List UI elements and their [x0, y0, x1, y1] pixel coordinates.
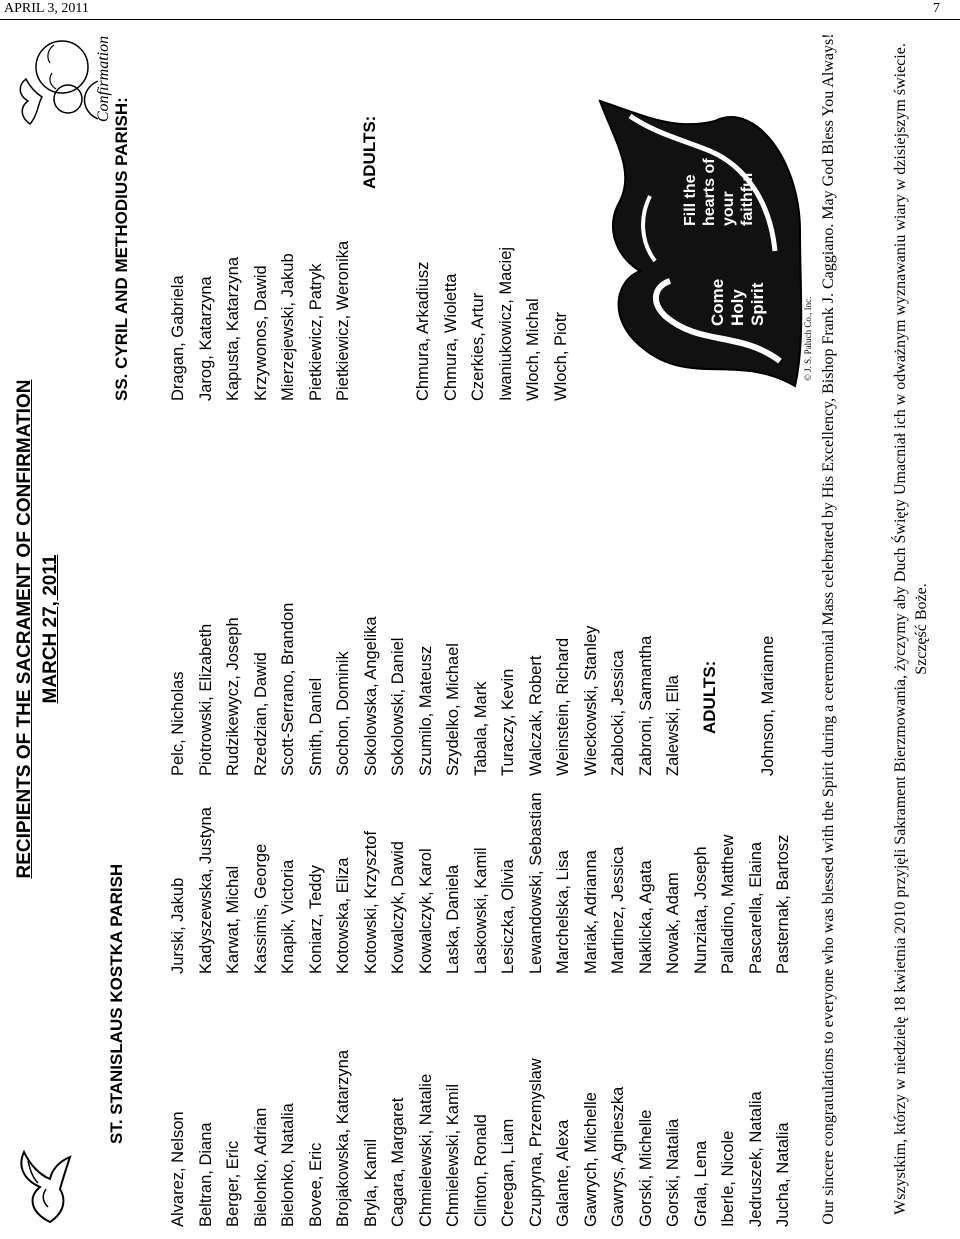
- recipient-name: Chmielewski, Natalie: [416, 1073, 435, 1227]
- recipient-name: Turaczy, Kevin: [499, 668, 517, 776]
- holy-spirit-flame-icon: [595, 71, 815, 401]
- recipient-name: Palladino, Matthew: [719, 834, 737, 974]
- confirmation-caption: Confirmation: [95, 35, 112, 123]
- recipient-name: Szydelko, Michael: [444, 643, 462, 776]
- recipient-name: Nowak, Adam: [664, 872, 682, 974]
- recipient-name: Scott-Serrano, Brandon: [279, 602, 297, 776]
- recipient-name: Knapik, Victoria: [279, 859, 297, 974]
- recipient-name: Kassimis, George: [251, 843, 270, 974]
- recipient-name: Jedruszek, Natalia: [746, 1091, 765, 1227]
- recipient-name: Kowalczyk, Karol: [416, 848, 435, 974]
- recipient-name: Pelc, Nicholas: [169, 671, 187, 776]
- recipient-name: Mariak, Adrianna: [581, 850, 600, 974]
- recipient-name: Pietkiewicz, Weronika: [334, 240, 352, 401]
- recipient-name: Smith, Daniel: [306, 677, 325, 776]
- recipient-name: Krzywonos, Dawid: [251, 265, 270, 401]
- recipient-name: Zabroni, Samantha: [636, 635, 655, 776]
- recipient-name: Gawrych, Michelle: [581, 1092, 600, 1227]
- recipient-name: Czupryna, Przemyslaw: [526, 1058, 545, 1227]
- english-congratulations: Our sincere congratulations to everyone who was blessed with the Spirit during a ceremonial Mass celebrated by His Excellency, Bishop Frank J. Caggiano. May God Bless You Always!: [820, 33, 837, 1225]
- ss-cyril-heading: SS. CYRIL AND METHODIUS PARISH:: [112, 97, 131, 401]
- polish-congratulations: Wszystkim, którzy w niedzielę 18 kwietnia 2010 przyjęli Sakrament Bierzmowania, życzymy aby Duch Święty Umacniał ich w odważnym wyznawaniu wiary w dzisiejszym świecie. Szczęść Boże.: [892, 43, 930, 1215]
- recipient-name: Szumilo, Mateusz: [416, 645, 435, 776]
- recipient-name: Jucha, Natalia: [774, 1122, 792, 1227]
- confirmation-illustration-icon: [10, 24, 110, 129]
- flame-text-spirit: Spirit: [748, 282, 767, 326]
- recipient-name: Grala, Lena: [691, 1140, 710, 1227]
- recipient-name: Chmielewski, Kamil: [444, 1083, 462, 1227]
- recipient-name: Pascarella, Elaina: [746, 841, 765, 974]
- recipient-name: Brojakowska, Katarzyna: [334, 1050, 352, 1227]
- adult-recipient-name: Chmura, Wioletta: [441, 273, 460, 401]
- st-stanislaus-heading: ST. STANISLAUS KOSTKA PARISH: [107, 863, 126, 1144]
- recipient-name: Bielonko, Adrian: [251, 1107, 270, 1227]
- recipient-name: Galante, Alexa: [554, 1119, 572, 1227]
- recipient-name: Beltran, Diana: [196, 1122, 215, 1227]
- flame-text-hearts-of: hearts of: [701, 158, 718, 226]
- recipient-name: Walczak, Robert: [526, 655, 545, 776]
- recipient-name: Tabala, Mark: [471, 681, 490, 776]
- recipient-name: Jurski, Jakub: [169, 877, 187, 974]
- recipient-name: Weinstein, Richard: [554, 637, 572, 776]
- recipient-name: Bovee, Eric: [306, 1142, 325, 1227]
- st-stanislaus-adults-heading: ADULTS:: [700, 660, 719, 734]
- adult-recipient-name: Wloch, Piotr: [551, 312, 570, 401]
- st-stanislaus-adults-list: [755, 636, 783, 776]
- recipient-name: Kadyszewska, Justyna: [196, 807, 215, 974]
- recipient-name: Kotowska, Eliza: [334, 857, 352, 974]
- recipient-name: Cagara, Margaret: [389, 1097, 407, 1227]
- recipient-name: Pasternak, Bartosz: [774, 834, 792, 974]
- copyright-notice: © J. S. Paluch Co., Inc.: [803, 296, 813, 381]
- rotated-content: [0, 19, 960, 1239]
- flame-text-fill-the: Fill the: [682, 174, 699, 226]
- recipient-name: Sokolowska, Angelika: [361, 616, 380, 776]
- recipient-name: Berger, Eric: [224, 1140, 242, 1227]
- recipient-name: Lesiczka, Olivia: [499, 859, 517, 974]
- recipient-name: Naklicka, Agata: [636, 860, 655, 974]
- recipient-name: Zalewski, Ella: [664, 675, 682, 776]
- recipient-name: Martinez, Jessica: [609, 846, 627, 974]
- recipient-name: Kotowski, Krzysztof: [361, 830, 380, 974]
- recipient-name: Rudzikewycz, Joseph: [224, 617, 242, 776]
- flame-text-your: your: [720, 191, 737, 226]
- flame-text-faithful: faithful: [739, 172, 756, 226]
- adult-recipient-name: Johnson, Marianne: [759, 635, 777, 776]
- recipient-name: Karwat, Michal: [224, 865, 242, 974]
- flame-text-holy: Holy: [728, 289, 747, 326]
- page-title: RECIPIENTS OF THE SACRAMENT OF CONFIRMATION: [14, 379, 35, 879]
- recipient-name: Gorski, Natalia: [664, 1118, 682, 1227]
- recipient-name: Laska, Daniela: [444, 864, 462, 974]
- page-header: [0, 0, 960, 20]
- recipient-name: Kapusta, Katarzyna: [224, 256, 242, 401]
- st-stanislaus-column-3: [165, 603, 688, 776]
- ss-cyril-list: [165, 241, 358, 401]
- recipient-name: Jarog, Katarzyna: [196, 276, 215, 401]
- st-stanislaus-column-2: [165, 792, 798, 974]
- recipient-name: Sochon, Dominik: [334, 651, 352, 776]
- recipient-name: Iberle, Nicole: [719, 1130, 737, 1227]
- recipient-name: Zablocki, Jessica: [609, 650, 627, 776]
- adult-recipient-name: Chmura, Arkadiusz: [414, 261, 432, 401]
- recipient-name: Pietkiewicz, Patryk: [306, 263, 325, 401]
- adult-recipient-name: Iwaniukowicz, Maciej: [496, 246, 515, 401]
- recipient-name: Wieckowski, Stanley: [581, 625, 600, 776]
- recipient-name: Alvarez, Nelson: [169, 1111, 187, 1227]
- recipient-name: Sokolowski, Daniel: [389, 637, 407, 776]
- recipient-name: Laskowski, Kamil: [471, 847, 490, 974]
- st-stanislaus-column-1: [165, 1050, 798, 1227]
- recipient-name: Clinton, Ronald: [471, 1114, 490, 1227]
- recipient-name: Gorski, Michelle: [636, 1109, 655, 1227]
- flame-text-come: Come: [708, 278, 727, 326]
- ss-cyril-adults-list: [410, 247, 575, 401]
- recipient-name: Marchelska, Lisa: [554, 850, 572, 974]
- recipient-name: Bielonko, Natalia: [279, 1103, 297, 1227]
- dove-icon: [10, 1147, 80, 1227]
- page-number: 7: [933, 1, 940, 16]
- recipient-name: Kowalczyk, Dawid: [389, 841, 407, 974]
- recipient-name: Creegan, Liam: [499, 1118, 517, 1227]
- recipient-name: Bryla, Kamil: [361, 1138, 380, 1227]
- recipient-name: Gawrys, Agnieszka: [609, 1086, 627, 1227]
- ss-cyril-adults-heading: ADULTS:: [360, 115, 379, 189]
- issue-date: APRIL 3, 2011: [4, 1, 89, 16]
- recipient-name: Nunziata, Joseph: [691, 846, 710, 974]
- adult-recipient-name: Wloch, Michal: [524, 298, 542, 401]
- recipient-name: Lewandowski, Sebastian: [526, 792, 545, 974]
- recipient-name: Koniarz, Teddy: [306, 865, 325, 974]
- page-subtitle-date: MARCH 27, 2011: [40, 554, 61, 704]
- recipient-name: Dragan, Gabriela: [169, 275, 187, 401]
- recipient-name: Mierzejewski, Jakub: [279, 253, 297, 401]
- recipient-name: Rzedzian, Dawid: [251, 652, 270, 776]
- recipient-name: Piotrowski, Elizabeth: [196, 623, 215, 776]
- adult-recipient-name: Czerkies, Artur: [469, 292, 487, 401]
